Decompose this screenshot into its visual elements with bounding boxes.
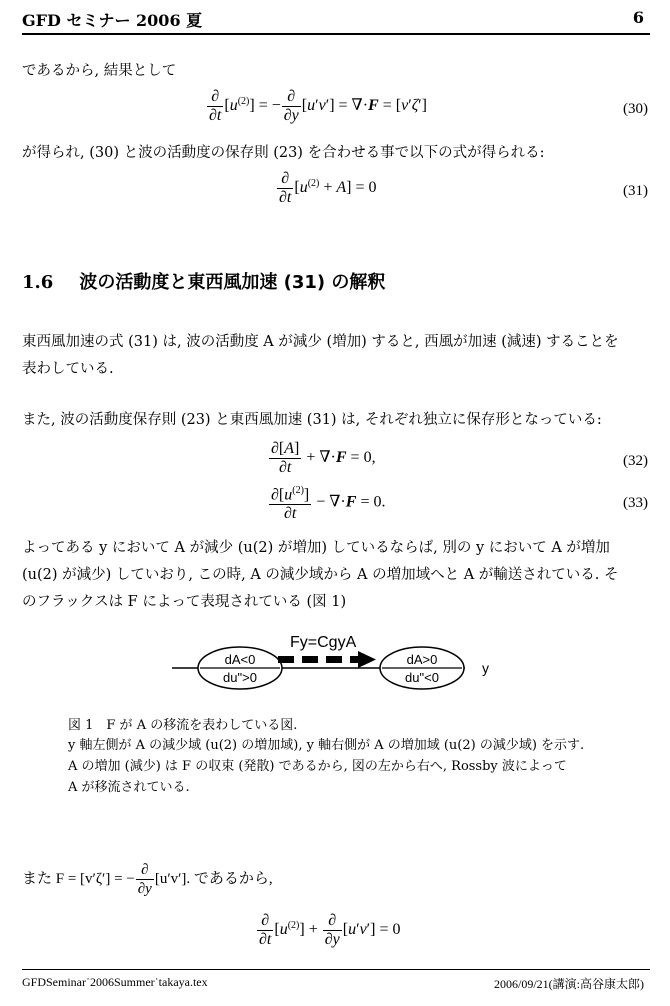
axis-label: y: [482, 660, 489, 676]
paragraph-5-line-1: よってある y において A が減少 (u(2) が増加) しているならば, 別の y において A が増加: [22, 540, 610, 556]
section-number: 1.6: [22, 272, 54, 293]
flux-arrow: [278, 651, 376, 668]
figure-caption-line-2: y 軸左側が A の減少域 (u(2) の増加域), y 軸右側が A の増加域 (u(2) の減少域) を示す.: [68, 738, 585, 753]
paragraph-5-line-3: のフラックスは F によって表現されている (図 1): [22, 594, 347, 610]
paragraph-5-line-2: (u(2) が減少) していおり, この時, A の減少域から A の増加域へと A が輸送されている. そ: [22, 567, 619, 583]
equation-number-30: (30): [623, 101, 648, 117]
equation-number-32: (32): [623, 453, 648, 469]
equation-32: $\frac{\partial[A]}{\partial t}$ + ∇·F = 0,: [271, 440, 376, 476]
figure-caption-line-1: 図 1 F が A の移流を表わしている図.: [68, 718, 298, 733]
equation-number-31: (31): [623, 183, 648, 199]
header-rule: [22, 33, 650, 35]
flux-label: Fy=CgyA: [290, 634, 357, 651]
figure-1: [160, 628, 510, 704]
paragraph-4: また, 波の活動度保存則 (23) と東西風加速 (31) は, それぞれ独立に保存形となっている:: [22, 412, 602, 428]
equation-33: $\frac{\partial[u^{(2)}]}{\partial t}$ − ∇·F = 0.: [271, 485, 386, 523]
paragraph-3-line-2: 表わしている.: [22, 361, 114, 377]
figure-caption-line-4: A が移流されている.: [68, 780, 190, 795]
paragraph-3-line-1: 東西風加速の式 (31) は, 波の活動度 A が減少 (増加) すると, 西風が加速 (減速) することを: [22, 334, 619, 350]
paragraph-6: また F = [v′ζ′] = − $\frac{\partial}{\partial y}$ [u′v′]. であるから,: [22, 862, 273, 897]
paragraph-1: であるから, 結果として: [22, 63, 177, 79]
running-header-title: GFD セミナー 2006 夏: [22, 11, 203, 30]
left-top-label: dA<0: [224, 652, 256, 667]
figure-caption-line-3: A の増加 (減少) は F の収束 (発散) であるから, 図の左から右へ, Rossby 波によって: [68, 759, 567, 774]
paragraph-6-prefix: また F = [v′ζ′] = −: [22, 870, 135, 887]
right-bottom-label: du"<0: [405, 670, 439, 685]
equation-31: $\frac{\partial}{\partial t}$ $[u^{(2)} + A] = 0$: [279, 170, 377, 206]
left-bottom-label: du">0: [223, 670, 257, 685]
equation-30: $\frac{\partial}{\partial t}$ $[u^{(2)}]$ = − $\frac{\partial}{\partial y}$ [u′v′] = ∇·F = [v′ζ′]: [209, 88, 427, 124]
paragraph-6-suffix: [u′v′]. であるから,: [154, 870, 273, 887]
section-heading: [22, 268, 385, 294]
footer-rule: [22, 969, 650, 970]
footer-date-speaker: 2006/09/21(講演:高谷康太郎): [494, 977, 644, 991]
section-title: 波の活動度と東西風加速 (31) の解釈: [79, 272, 386, 293]
page-number: 6: [632, 8, 644, 27]
footer-filename: GFDSeminar˙2006Summer˙takaya.tex: [22, 975, 208, 989]
right-top-label: dA>0: [406, 652, 438, 667]
equation-number-33: (33): [623, 495, 648, 511]
paragraph-2: が得られ, (30) と波の活動度の保存則 (23) を合わせる事で以下の式が得られる:: [22, 145, 545, 161]
equation-final: $\frac{\partial}{\partial t}$ $[u^{(2)}]$ + $\frac{\partial}{\partial y}$ [u′v′] = 0: [259, 912, 401, 948]
